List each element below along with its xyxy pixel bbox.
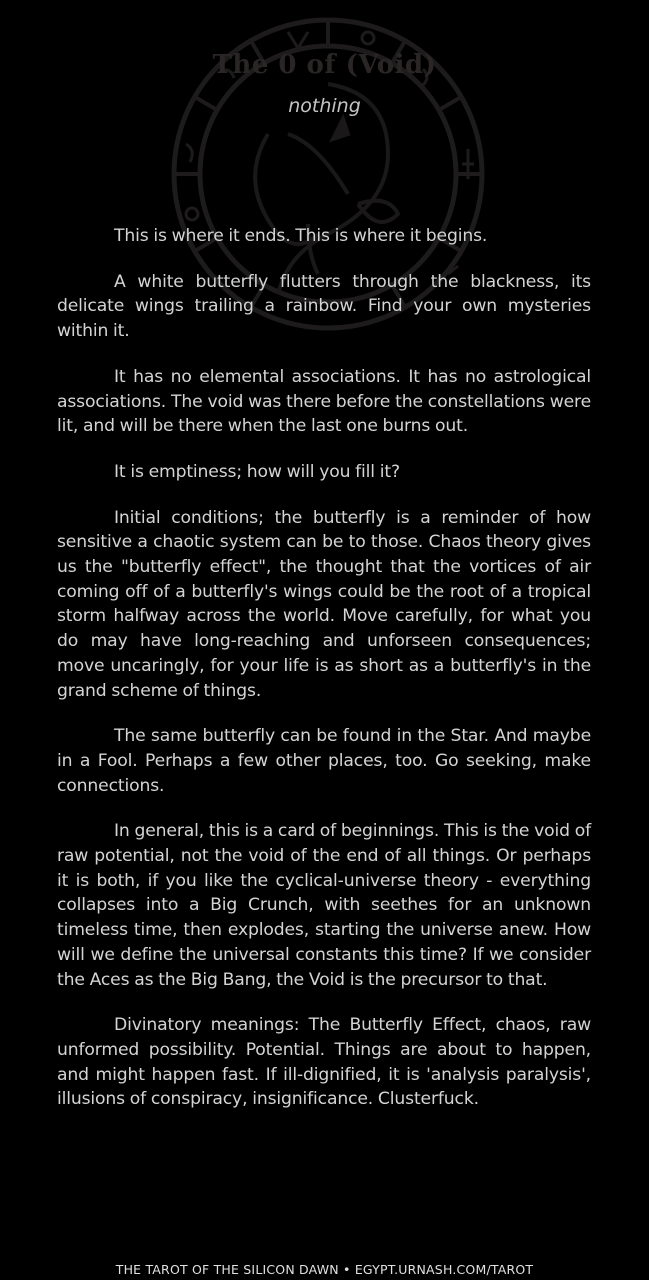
card-title: The 0 of (Void) — [212, 50, 437, 80]
footer — [0, 1262, 649, 1278]
paragraph-divinatory-meanings: Divinatory meanings: The Butterfly Effect, chaos, raw unformed possibility. Potential. Things are about to happen, and might happen fast. If ill-dignified, it is 'analysis paralysis', illusions of conspiracy, insignificance. Clusterfuck. — [57, 1015, 591, 1110]
footer-deck-name: THE TAROT OF THE SILICON DAWN — [115, 1262, 339, 1277]
card-description — [57, 224, 591, 1133]
card-header — [0, 50, 649, 118]
paragraph-intro: This is where it ends. This is where it begins. — [114, 226, 488, 246]
card-subtitle: nothing — [288, 95, 361, 117]
paragraph-initial-conditions: Initial conditions; the butterfly is a reminder of how sensitive a chaotic system can be to those. Chaos theory gives us the "butterfly effect", the thought that the vortices of air coming off of a butterfly's wings could be the root of a tropical storm halfway across the world. Move carefully, for what you do may have long-reaching and unforseen consequences; move uncaringly, for your life is as short as a butterfly's in the grand scheme of things. — [57, 507, 591, 701]
paragraph-same-butterfly: The same butterfly can be found in the Star. And maybe in a Fool. Perhaps a few other places, too. Go seeking, make connections. — [57, 726, 591, 796]
paragraph-associations: It has no elemental associations. It has no astrological associations. The void was there before the constellations were lit, and will be there when the last one burns out. — [57, 366, 591, 437]
footer-site-link[interactable]: EGYPT.URNASH.COM/TAROT — [354, 1262, 534, 1277]
paragraph-butterfly: A white butterfly flutters through the blackness, its delicate wings trailing a rainbow. Find your own mysteries within it. — [57, 271, 591, 342]
footer-separator: • — [343, 1262, 351, 1277]
paragraph-beginnings: In general, this is a card of beginnings. This is the void of raw potential, not the void of the end of all things. Or perhaps it is both, if you like the cyclical-universe theory - everything collapses into a Big Crunch, with seethes for an unknown timeless time, then explodes, starting the universe anew. How will we define the universal constants this time? If we consider the Aces as the Big Bang, the Void is the precursor to that. — [57, 821, 591, 990]
paragraph-emptiness: It is emptiness; how will you fill it? — [114, 461, 400, 482]
